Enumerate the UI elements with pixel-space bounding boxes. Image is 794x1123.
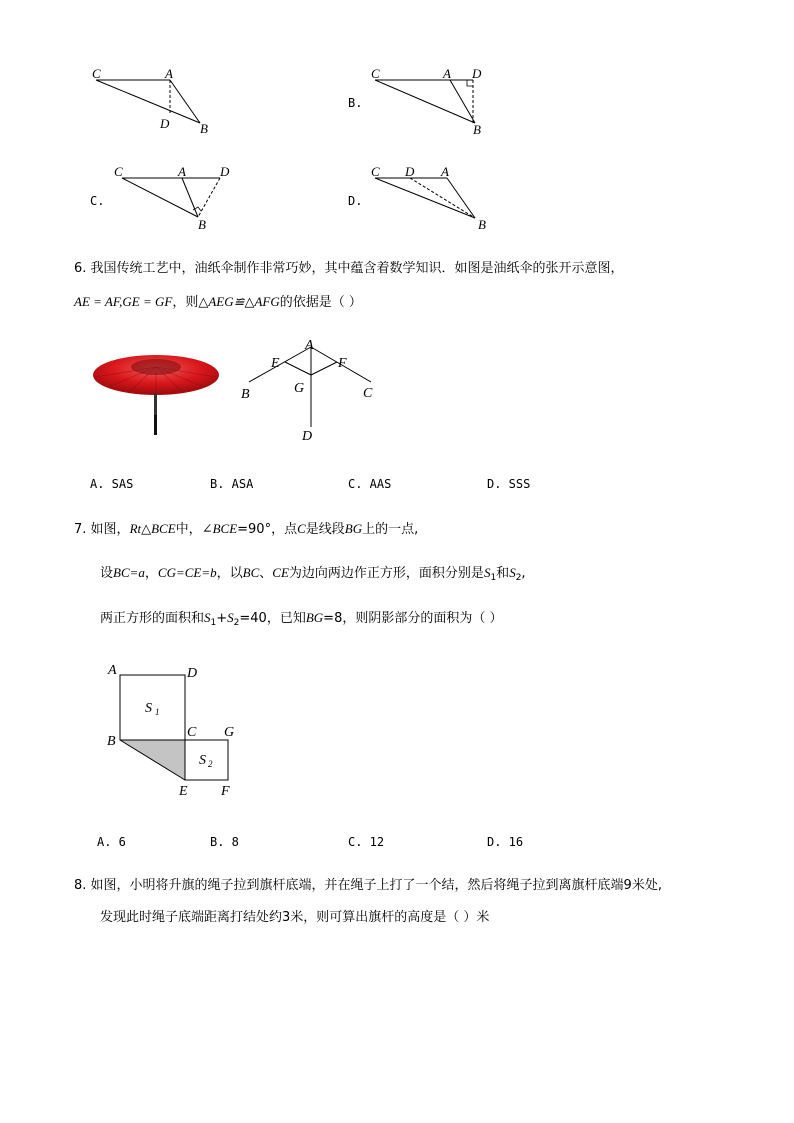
q7-text: =90°，点	[237, 522, 298, 537]
label-d: D	[302, 429, 313, 444]
q7-point: C	[297, 521, 306, 536]
q8-line1	[74, 879, 662, 892]
q7-text: 设	[100, 566, 114, 581]
q7-text: =8，则阴影部分的面积为（ ）	[323, 611, 503, 626]
q6-stem-line1	[74, 262, 624, 275]
label-f: F	[338, 356, 347, 371]
label-b: B	[200, 121, 208, 136]
label-d: D	[472, 66, 482, 81]
label-s2: S	[199, 753, 206, 768]
q6-stem-line2	[74, 295, 362, 309]
q6-congruence: △AEG≌△AFG	[198, 294, 280, 309]
q7-sub: 1	[210, 618, 217, 628]
label-c: C	[114, 164, 123, 179]
q7-text: 和	[496, 566, 510, 581]
label-c: C	[371, 164, 380, 179]
q6-umbrella-diagram	[235, 335, 385, 445]
label-g: G	[294, 381, 305, 396]
label-d: D	[187, 666, 198, 681]
q7-sub: 1	[490, 573, 497, 583]
q6-stem2-prefix: ，则	[172, 295, 199, 310]
q7-text: +	[216, 611, 228, 626]
label-a: A	[178, 164, 186, 179]
q7-text: 为边向两边作正方形，面积分别是	[288, 566, 484, 581]
label-s1: S	[145, 701, 152, 716]
q7-expr: BG	[305, 610, 324, 625]
q7-text: 上的一点,	[362, 522, 419, 537]
label-e: E	[271, 356, 280, 371]
q7-line3	[100, 611, 502, 628]
q6-option-c[interactable]: C. AAS	[348, 477, 392, 491]
q7-text: ，以	[216, 566, 243, 581]
q6-option-a[interactable]: A. SAS	[90, 477, 134, 491]
label-s2-sub: 2	[208, 759, 213, 769]
q5-figure-b	[365, 60, 505, 140]
q7-expr: S	[227, 610, 234, 625]
q7-sub: 2	[233, 618, 240, 628]
q8-stem-line1: 如图，小明将升旗的绳子拉到旗杆底端，并在绳子上打了一个结，然后将绳子拉到离旗杆底端9米处,	[90, 878, 662, 893]
q7-text: 中，	[175, 522, 202, 537]
q6-stem2-suffix: 的依据是（ ）	[279, 295, 362, 310]
label-b: B	[478, 217, 486, 232]
label-c: C	[363, 386, 373, 401]
q7-line1	[74, 522, 418, 536]
label-c: C	[92, 66, 101, 81]
label-a: A	[108, 663, 117, 678]
label-d: D	[405, 164, 415, 179]
q8-number: 8.	[74, 878, 87, 893]
q7-text: ，	[144, 566, 158, 581]
q5-option-b-label: B.	[348, 96, 363, 110]
q7-squares-figure	[100, 658, 250, 798]
label-a: A	[443, 66, 451, 81]
umbrella-image	[88, 345, 223, 440]
q6-stem: 我国传统工艺中，油纸伞制作非常巧妙，其中蕴含着数学知识．如图是油纸伞的张开示意图，	[90, 261, 624, 276]
q7-option-b[interactable]: B. 8	[210, 835, 239, 849]
q7-expr: CE	[272, 565, 289, 580]
label-s1-sub: 1	[155, 707, 160, 717]
label-b: B	[241, 387, 250, 402]
q7-angle: ∠BCE	[201, 521, 238, 536]
q7-expr: BC=a	[113, 565, 145, 580]
q7-text: 是线段	[305, 522, 345, 537]
q6-option-b[interactable]: B. ASA	[210, 477, 254, 491]
q5-option-d-label: D.	[348, 194, 363, 208]
q7-option-a[interactable]: A. 6	[97, 835, 126, 849]
label-a: A	[165, 66, 173, 81]
label-a: A	[305, 338, 314, 353]
q7-text: 两正方形的面积和	[100, 611, 205, 626]
label-d: D	[220, 164, 230, 179]
q7-expr: S	[483, 565, 491, 580]
q7-text: 如图，	[90, 522, 130, 537]
q6-number: 6.	[74, 261, 87, 276]
label-a: A	[441, 164, 449, 179]
q7-segment: BG	[344, 521, 363, 536]
q5-figure-a	[80, 60, 230, 140]
q6-condition: AE = AF,GE = GF	[74, 294, 173, 309]
label-b: B	[198, 217, 206, 232]
label-b: B	[107, 734, 116, 749]
q5-figure-c	[108, 160, 248, 240]
label-b: B	[473, 122, 481, 137]
q6-option-d[interactable]: D. SSS	[487, 477, 531, 491]
q7-sub: 2	[515, 573, 522, 583]
q7-expr: S	[509, 565, 516, 580]
label-e: E	[179, 784, 188, 798]
q8-stem-line2: 发现此时绳子底端距离打结处约3米，则可算出旗杆的高度是（ ）米	[100, 910, 490, 925]
q7-expr: S	[204, 610, 211, 625]
q7-expr: BC	[242, 565, 260, 580]
q5-figure-d	[365, 160, 505, 240]
q7-expr: CG=CE=b	[157, 565, 217, 580]
q7-line2	[100, 566, 526, 583]
q7-text: 、	[259, 566, 273, 581]
q7-text: =40，已知	[239, 611, 306, 626]
label-f: F	[221, 784, 230, 798]
label-d: D	[160, 116, 170, 131]
label-g: G	[224, 725, 235, 740]
label-c: C	[371, 66, 380, 81]
q7-number: 7.	[74, 522, 87, 537]
q7-text: ,	[521, 566, 526, 581]
q7-option-c[interactable]: C. 12	[348, 835, 385, 849]
q7-option-d[interactable]: D. 16	[487, 835, 524, 849]
q5-option-c-label: C.	[90, 194, 105, 208]
label-c: C	[187, 725, 197, 740]
q7-triangle: Rt△BCE	[129, 521, 176, 536]
